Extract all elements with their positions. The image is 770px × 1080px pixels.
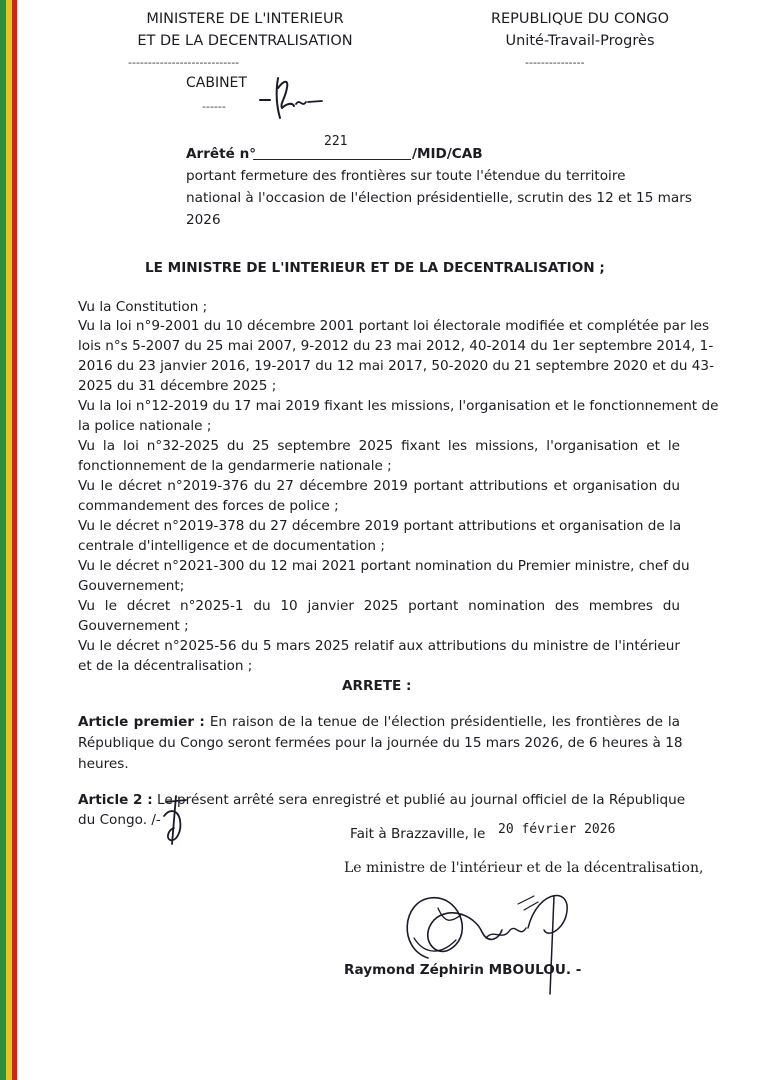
visa-line: 2025 du 31 décembre 2025 ; <box>78 378 277 394</box>
article-1-line <box>78 712 680 734</box>
republic-name: REPUBLIQUE DU CONGO <box>490 11 670 27</box>
article-2-line: du Congo. /- <box>78 812 161 828</box>
closing-date: 20 février 2026 <box>498 822 616 837</box>
visa-line: fonctionnement de la gendarmerie nationale ; <box>78 458 392 474</box>
decree-number-underline <box>253 159 411 160</box>
decree-label: Arrêté n° <box>186 146 257 162</box>
article-2-label: Article 2 : <box>78 792 153 808</box>
visa-line: et de la décentralisation ; <box>78 658 253 674</box>
ministry-line-1: MINISTERE DE L'INTERIEUR <box>146 11 344 27</box>
minister-heading: LE MINISTRE DE L'INTERIEUR ET DE LA DECENTRALISATION ; <box>145 260 605 276</box>
signatory-title: Le ministre de l'intérieur et de la décentralisation, <box>344 860 704 876</box>
republic-dashes: --------------- <box>525 56 585 69</box>
document-page <box>20 0 770 1080</box>
visa-line: Vu le décret n°2019-376 du 27 décembre 2019 portant attributions et organisation du <box>78 478 680 494</box>
closing-place: Fait à Brazzaville, le <box>350 826 486 842</box>
decree-subject-line: 2026 <box>186 212 221 228</box>
article-1-label: Article premier : <box>78 714 205 730</box>
republic-header <box>475 8 685 52</box>
flag-stripe-red <box>12 0 17 1080</box>
cabinet-dashes: ------ <box>202 100 226 113</box>
initial-mark <box>156 790 196 850</box>
visa-line: Vu le décret n°2019-378 du 27 décembre 2019 portant attributions et organisation de la <box>78 518 682 534</box>
decree-subject-line: portant fermeture des frontières sur toute l'étendue du territoire <box>186 168 626 184</box>
visa-line: Vu le décret n°2021-300 du 12 mai 2021 portant nomination du Premier ministre, chef du <box>78 558 690 574</box>
ministry-line-2: ET DE LA DECENTRALISATION <box>137 33 353 49</box>
ministry-dashes: ---------------------------- <box>128 56 240 69</box>
decree-number: 221 <box>324 134 348 149</box>
visa-line: la police nationale ; <box>78 418 212 434</box>
republic-motto: Unité-Travail-Progrès <box>505 33 655 49</box>
visa-line: Vu la Constitution ; <box>78 299 208 315</box>
visa-line: commandement des forces de police ; <box>78 498 339 514</box>
article-1-text: En raison de la tenue de l'élection présidentielle, les frontières de la <box>209 714 681 730</box>
decree-suffix: /MID/CAB <box>412 146 483 162</box>
visa-line: Gouvernement ; <box>78 618 189 634</box>
cabinet-initials-signature <box>256 68 336 126</box>
visa-line: Vu le décret n°2025-56 du 5 mars 2025 relatif aux attributions du ministre de l'intérieur <box>78 638 680 654</box>
visa-line: Vu la loi n°32-2025 du 25 septembre 2025 fixant les missions, l'organisation et le <box>78 438 680 454</box>
signatory-name: Raymond Zéphirin MBOULOU. - <box>344 962 582 978</box>
visa-line: Vu la loi n°9-2001 du 10 décembre 2001 portant loi électorale modifiée et complétée par les <box>78 318 710 334</box>
cabinet-label: CABINET <box>186 75 247 91</box>
visa-line: Vu la loi n°12-2019 du 17 mai 2019 fixant les missions, l'organisation et le fonctionnement de <box>78 398 719 414</box>
visa-line: Vu le décret n°2025-1 du 10 janvier 2025 portant nomination des membres du <box>78 598 680 614</box>
visa-line: lois n°s 5-2007 du 25 mai 2007, 9-2012 du 23 mai 2012, 40-2014 du 1er septembre 2014, 1- <box>78 338 714 354</box>
article-1-line: République du Congo seront fermées pour la journée du 15 mars 2026, de 6 heures à 18 <box>78 735 683 751</box>
visa-line: centrale d'intelligence et de documentation ; <box>78 538 385 554</box>
visa-line: Gouvernement; <box>78 578 185 594</box>
ministry-header <box>110 8 380 52</box>
arrete-heading: ARRETE : <box>342 678 412 694</box>
article-1-line: heures. <box>78 756 129 772</box>
article-2-text: Le présent arrêté sera enregistré et publié au journal officiel de la République <box>157 792 686 808</box>
decree-subject-line: national à l'occasion de l'élection présidentielle, scrutin des 12 et 15 mars <box>186 190 692 206</box>
visa-line: 2016 du 23 janvier 2016, 19-2017 du 12 mai 2017, 50-2020 du 21 septembre 2020 et du 43- <box>78 358 714 374</box>
